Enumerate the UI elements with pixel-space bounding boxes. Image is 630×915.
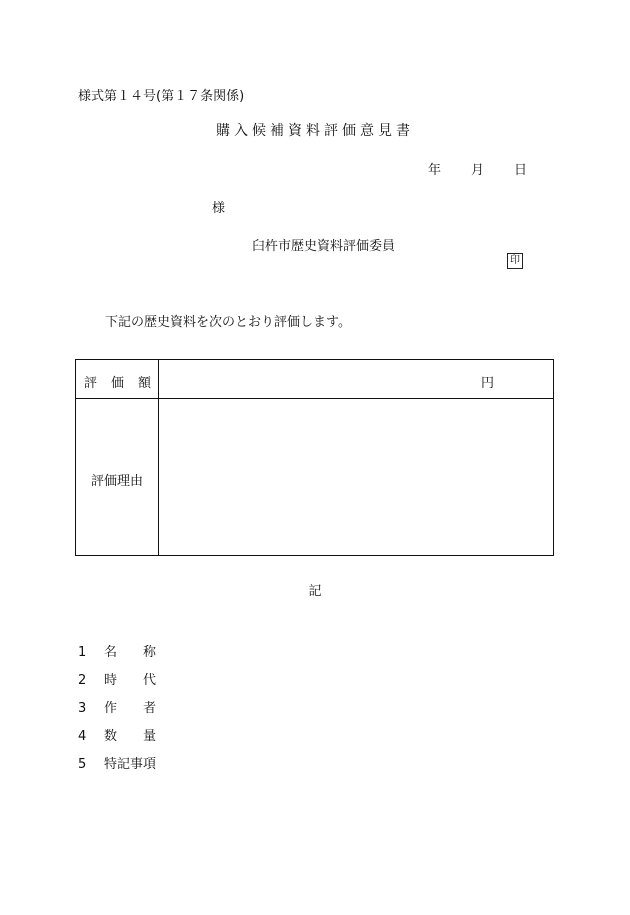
item-number: 5: [78, 757, 87, 772]
intro-text: 下記の歴史資料を次のとおり評価します。: [105, 315, 351, 330]
item-number: 4: [78, 729, 87, 744]
item-label: 時代: [104, 673, 183, 688]
seal-mark: 印: [507, 253, 523, 269]
item-number: 1: [78, 645, 87, 660]
list-item: [78, 669, 182, 688]
list-item: [78, 725, 182, 744]
amount-unit: 円: [481, 376, 495, 391]
item-label: 特記事項: [104, 757, 157, 772]
date-line: [428, 159, 527, 178]
date-year-label: 年: [428, 163, 442, 178]
amount-label: 評価額: [84, 376, 166, 391]
evaluation-table: [75, 359, 554, 556]
addressee-suffix: 様: [212, 201, 226, 216]
reason-label: 評価理由: [91, 474, 144, 489]
document-title: 購入候補資料評価意見書: [216, 123, 414, 139]
item-label: 名称: [104, 645, 183, 660]
item-number: 2: [78, 673, 87, 688]
item-number: 3: [78, 701, 87, 716]
form-number: 様式第１４号(第１７条関係): [78, 89, 245, 104]
list-item: [78, 697, 182, 716]
date-day-label: 日: [514, 163, 528, 178]
list-item: [78, 641, 182, 660]
item-label: 数量: [104, 729, 183, 744]
table-row-divider: [76, 398, 553, 399]
issuer-name: 臼杵市歴史資料評価委員: [252, 239, 396, 254]
list-item: [78, 753, 156, 772]
date-month-label: 月: [471, 163, 485, 178]
item-label: 作者: [104, 701, 183, 716]
ki-heading: 記: [308, 584, 322, 599]
